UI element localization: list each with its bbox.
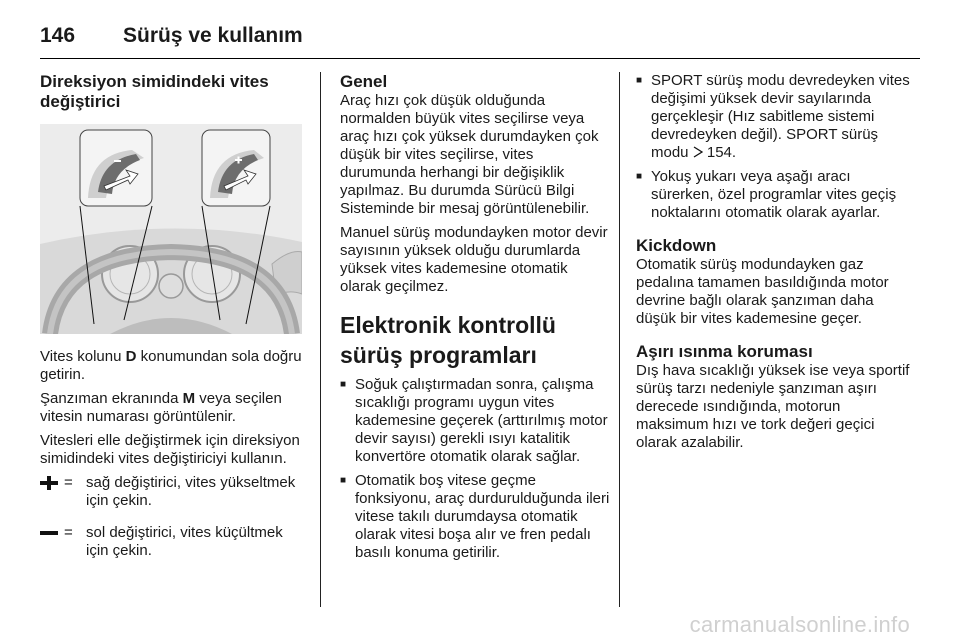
minus-icon [40,526,58,540]
list-item: ■ Soğuk çalıştırmadan sonra, çalışma sıcaklığı programı uygun vites kademesine geçerek (arttırılmış motor devir sayısı) gerekli ısıyı katalitik konvertöre otomatik olarak sağlar. [340,376,610,466]
section-heading-overheat: Aşırı ısınma koruması [636,342,813,361]
paragraph-move-lever: Vites kolunu D konumundan sola doğru getirin. [40,348,302,383]
column-left [40,72,302,560]
section-heading-general: Genel [340,72,388,91]
column-middle [340,72,610,562]
list-item: ■ Otomatik boş vitese geçme fonksiyonu, araç durdurulduğunda ileri vitese takılı durumdaysa otomatik olarak vitesi boşa alır ve fren pedalı basılı konuma getirilir. [340,472,610,562]
paragraph-kickdown: Otomatik sürüş modundayken gaz pedalına tamamen basıldığında motor devrine bağlı olarak şanzıman daha düşük bir vites kademesine geçer. [636,256,889,327]
column-right [636,72,910,452]
header-rule [40,58,920,59]
paragraph-use-paddles: Vitesleri elle değiştirmek için direksiyon simidindeki vites değiştiriciyi kullanın. [40,432,300,467]
chapter-title: Sürüş ve kullanım [123,24,303,47]
page-reference-arrow-icon [693,146,703,158]
paragraph-overheat: Dış hava sıcaklığı yüksek ise veya sportif sürüş tarzı nedeniyle şanzıman aşırı derecede ısındığında, motorun maksimum hızı ve tork değeri geçici olarak azalabilir. [636,362,910,451]
list-item: ■ Yokuş yukarı veya aşağı aracı sürerken, özel programlar vites geçiş noktalarını otomatik olarak ayarlar. [636,168,910,222]
paragraph-manual-mode: Manuel sürüş modundayken motor devir sayısının yüksek olduğu durumlarda yüksek vites kademesine otomatik olarak geçilmez. [340,224,608,295]
page-header [40,18,920,58]
plus-icon [40,476,58,490]
legend-text-downshift: sol değiştirici, vites küçültmek için çekin. [86,524,283,559]
section-heading-electronic-programs: Elektronik kontrollü sürüş programları [340,312,556,368]
section-heading-paddle-shifter: Direksiyon simidindeki vites değiştirici [40,72,269,111]
legend-text-upshift: sağ değiştirici, vites yükseltmek için çekin. [86,474,296,509]
list-item: ■ SPORT sürüş modu devredeyken vites değişimi yüksek devir sayılarında gerçekleşir (Hız sabitleme sistemi devredeyken değil). SPORT sürüş modu 154. [636,72,910,162]
page-number: 146 [40,24,76,47]
watermark: carmanualsonline.info [689,612,910,637]
page-reference[interactable]: 154. [706,144,737,161]
column-divider-1 [320,72,321,607]
steering-wheel-paddle-illustration [40,124,302,334]
legend-item-upshift: = sağ değiştirici, vites yükseltmek için çekin. [40,474,302,510]
legend-item-downshift: = sol değiştirici, vites küçültmek için çekin. [40,524,302,560]
column-divider-2 [619,72,620,607]
paragraph-general: Araç hızı çok düşük olduğunda normalden büyük vites seçilirse veya araç hızı çok yüksek durumdayken çok düşük bir vites seçilirse, vites durumunda herhangi bir değişiklik yapılmaz. Bu durumda Sürücü Bilgi Sisteminde bir mesaj görüntülenebilir. [340,92,599,217]
paragraph-display: Şanzıman ekranında M veya seçilen vitesin numarası görüntülenir. [40,390,282,425]
section-heading-kickdown: Kickdown [636,236,717,255]
